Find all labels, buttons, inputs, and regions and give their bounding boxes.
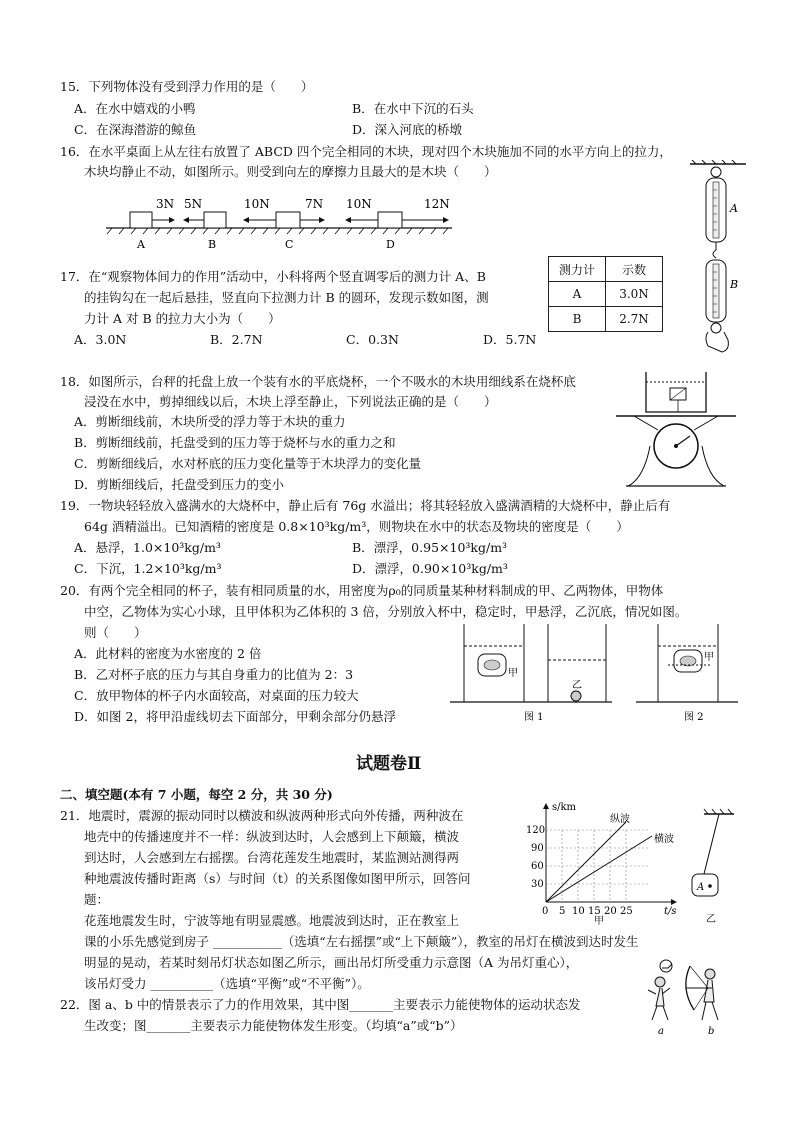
- q18-stem-line2: 浸没在水中，剪掉细线以后，木块上浮至静止，下列说法正确的是（ ）: [84, 394, 497, 409]
- section-heading: 二、填空题(本有 7 小题，每空 2 分，共 30 分): [60, 787, 333, 802]
- q15-option-d: D．深入河底的桥墩: [352, 122, 463, 137]
- block-c: [276, 212, 300, 228]
- q20-option-c: C．放甲物体的杯子内水面较高，对桌面的压力较大: [74, 688, 359, 703]
- q16-stem-line1: 16．在水平桌面上从左往右放置了 ABCD 四个完全相同的木块，现对四个木块施加不同的水平方向上的拉力，: [60, 144, 672, 159]
- longitudinal-wave-label: 纵波: [610, 814, 630, 825]
- table-cell: A: [549, 282, 606, 307]
- x-tick: 15: [588, 906, 601, 917]
- block-b-label: B: [208, 238, 217, 251]
- q19-option-b: B．漂浮，0.95×10³kg/m³: [352, 540, 508, 555]
- q15-stem: 15．下列物体没有受到浮力作用的是（ ）: [60, 79, 314, 94]
- q21-line6: 花莲地震发生时，宁波等地有明显震感。地震波到达时，正在教室上: [84, 913, 460, 928]
- lamp-center-label: A: [697, 882, 705, 893]
- q21-line8: 明显的晃动，若某时刻吊灯状态如图乙所示，画出吊灯所受重力示意图（A 为吊灯重心），: [84, 955, 579, 970]
- q20-stem-line1: 20．有两个完全相同的杯子，装有相同质量的水，用密度为ρ₀的同质量某种材料制成的甲、乙两物体，甲物体: [60, 583, 664, 598]
- block-d-label: D: [386, 238, 395, 251]
- q21-line9: 该吊灯受力 __________（选填“平衡”或“不平衡”）。: [84, 976, 370, 991]
- q21-line2: 地壳中的传播速度并不一样：纵波到达时，人会感到上下颠簸，横波: [84, 829, 460, 844]
- x-tick: 5: [559, 906, 566, 917]
- scale-b-label: B: [730, 278, 739, 291]
- block-a-label: A: [137, 238, 145, 251]
- q22-line2: 生改变；图_______主要表示力能使物体发生形变。（均填“a”或“b”）: [84, 1018, 463, 1033]
- q19-stem-line1: 19．一物块轻轻放入盛满水的大烧杯中，静止后有 76g 水溢出；将其轻轻放入盛满酒精的大烧杯中，静止后有: [60, 498, 671, 513]
- q21-line5: 题：: [84, 892, 110, 907]
- y-tick: 90: [531, 843, 544, 854]
- force-c-right: 7N: [305, 197, 324, 211]
- q21-hanging-lamp-figure: [686, 808, 746, 926]
- q16-stem-line2: 木块均静止不动，如图所示。则受到向左的摩擦力且最大的是木块（ ）: [84, 164, 497, 179]
- q15-option-b: B．在水中下沉的石头: [352, 101, 474, 116]
- table-cell: B: [549, 307, 606, 332]
- q17-readings-table: [548, 256, 663, 332]
- q21-line3: 到达时，人会感到左右摇摆。台湾花莲发生地震时，某监测站测得两: [84, 850, 460, 865]
- table-cell: 3.0N: [606, 282, 663, 307]
- q19-stem-line2: 64g 酒精溢出。已知酒精的密度是 0.8×10³kg/m³，则物块在水中的状态及物块的密度是（ ）: [84, 519, 629, 534]
- q20-stem-line2: 中空，乙物体为实心小球，且甲体积为乙体积的 3 倍，分别放入杯中，稳定时，甲悬浮，乙沉底，情况如图。: [84, 604, 688, 619]
- x-tick: 0: [542, 906, 549, 917]
- figure-a-label: a: [658, 1026, 664, 1037]
- q18-scale-beaker-figure: [614, 368, 764, 492]
- force-d-left: 10N: [346, 197, 372, 211]
- q19-option-a: A．悬浮，1.0×10³kg/m³: [74, 540, 221, 555]
- q17-option-d: D．5.7N: [483, 332, 537, 347]
- longitudinal-wave-line: [546, 822, 626, 902]
- q18-option-d: D．剪断细线后，托盘受到压力的变小: [74, 477, 285, 492]
- q17-option-c: C．0.3N: [346, 332, 399, 347]
- scale-a-label: A: [730, 202, 738, 215]
- figure1-caption: 图 1: [524, 712, 544, 723]
- graph-caption-yi: 乙: [706, 914, 716, 925]
- q19-option-c: C．下沉，1.2×10³kg/m³: [74, 561, 222, 576]
- transverse-wave-line: [546, 836, 652, 902]
- q17-stem-line2: 的挂钩勾在一起后悬挂，竖直向下拉测力计 B 的圆环，发现示数如图，测: [84, 290, 489, 305]
- object-jia-label-fig2: 甲: [704, 652, 714, 663]
- object-jia-label: 甲: [508, 668, 518, 679]
- x-tick: 25: [620, 906, 633, 917]
- force-a-right: 3N: [156, 197, 175, 211]
- graph-caption-jia: 甲: [594, 916, 604, 926]
- q17-option-a: A．3.0N: [74, 332, 127, 347]
- q18-option-b: B．剪断细线前，托盘受到的压力等于烧杯与水的重力之和: [74, 435, 396, 450]
- object-yi-label: 乙: [572, 680, 582, 691]
- q21-wave-graph: [526, 800, 686, 926]
- force-b-left: 5N: [184, 197, 203, 211]
- q20-cups-figure: [446, 620, 756, 726]
- transverse-wave-label: 横波: [654, 834, 674, 845]
- figure-b-label: b: [708, 1026, 715, 1037]
- block-b: [204, 212, 226, 228]
- force-d-right: 12N: [424, 197, 450, 211]
- q18-stem-line1: 18．如图所示，台秤的托盘上放一个装有水的平底烧杯，一个不吸水的木块用细线系在烧杯底: [60, 374, 576, 389]
- q18-option-a: A．剪断细线前，木块所受的浮力等于木块的重力: [74, 414, 346, 429]
- section-title: 试题卷Ⅱ: [356, 754, 422, 774]
- y-axis-label: s/km: [552, 802, 577, 813]
- q17-option-b: B．2.7N: [210, 332, 263, 347]
- q20-option-d: D．如图 2，将甲沿虚线切去下面部分，甲剩余部分仍悬浮: [74, 709, 396, 724]
- table-header-meter: 测力计: [549, 257, 606, 282]
- q19-option-d: D．漂浮，0.90×10³kg/m³: [352, 561, 508, 576]
- y-tick: 120: [526, 825, 546, 836]
- q17-stem-line3: 力计 A 对 B 的拉力大小为（ ）: [84, 311, 281, 326]
- q20-option-a: A．此材料的密度为水密度的 2 倍: [74, 646, 262, 661]
- q21-line1: 21．地震时，震源的振动同时以横波和纵波两种形式向外传播，两种波在: [60, 808, 464, 823]
- q17-spring-scales-figure: [686, 160, 756, 356]
- x-axis-label: t/s: [664, 906, 677, 917]
- x-tick: 20: [604, 906, 617, 917]
- q17-stem-line1: 17．在“观察物体间力的作用”活动中，小科将两个竖直调零后的测力计 A、B: [60, 269, 486, 284]
- q21-line4: 种地震波传播时距离（s）与时间（t）的关系图像如图甲所示，回答问: [84, 871, 471, 886]
- y-tick: 60: [531, 861, 544, 872]
- block-d: [378, 212, 402, 228]
- q20-stem-line3: 则（ ）: [84, 625, 147, 640]
- q22-force-effect-figure: [640, 958, 744, 1038]
- block-c-label: C: [285, 238, 294, 251]
- q18-option-c: C．剪断细线后，水对杯底的压力变化量等于木块浮力的变化量: [74, 456, 422, 471]
- figure2-caption: 图 2: [684, 712, 704, 723]
- q20-option-b: B．乙对杯子底的压力与其自身重力的比值为 2：3: [74, 667, 354, 682]
- x-tick: 10: [572, 906, 585, 917]
- table-cell: 2.7N: [606, 307, 663, 332]
- q21-line7: 课的小乐先感觉到房子 ___________（选填“左右摇摆”或“上下颠簸”），教室的吊灯在横波到达时发生: [84, 934, 639, 949]
- y-tick: 30: [531, 879, 544, 890]
- table-header-reading: 示数: [606, 257, 663, 282]
- block-a: [130, 212, 152, 228]
- q16-blocks-figure: [104, 190, 454, 252]
- force-c-left: 10N: [244, 197, 270, 211]
- q22-line1: 22．图 a、b 中的情景表示了力的作用效果，其中图_______主要表示力能使物体的运动状态发: [60, 997, 581, 1012]
- q15-option-c: C．在深海潜游的鲸鱼: [74, 122, 197, 137]
- q15-option-a: A．在水中嬉戏的小鸭: [74, 101, 196, 116]
